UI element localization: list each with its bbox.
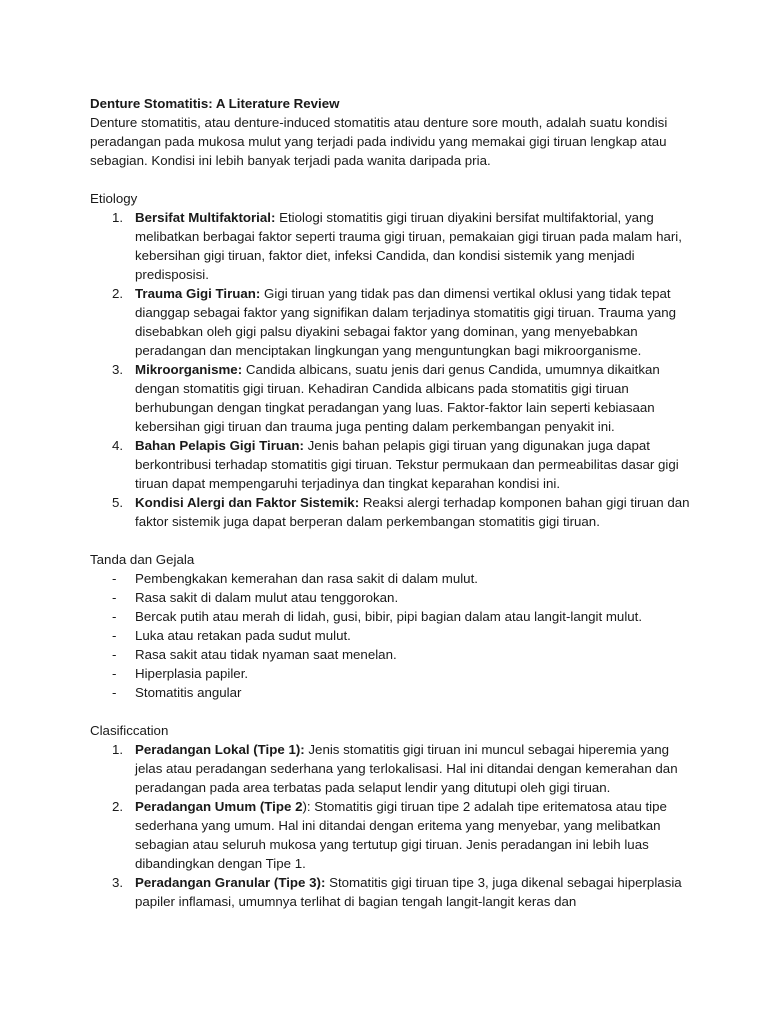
list-text: Gigi tiruan yang tidak pas dan dimensi vertikal oklusi yang tidak tepat dianggap sebagai faktor yang signifikan dalam terjadinya stomatitis gigi tiruan. Trauma yang disebabkan oleh gigi palsu diyakini sebagai faktor yang dominan, yang menyebabkan peradangan dan menciptakan lingkungan yang menguntungkan bagi mikroorganisme.: [135, 286, 677, 358]
list-text: Rasa sakit atau tidak nyaman saat menelan.: [135, 647, 397, 662]
list-item: [90, 493, 690, 531]
list-text: Luka atau retakan pada sudut mulut.: [135, 628, 351, 643]
document-title: Denture Stomatitis: A Literature Review: [90, 96, 340, 111]
list-number: 3.: [112, 875, 124, 890]
list-item: [90, 607, 690, 626]
list-text: Stomatitis angular: [135, 685, 242, 700]
intro-paragraph: Denture stomatitis, atau denture-induced stomatitis atau denture sore mouth, adalah suatu kondisi peradangan pada mukosa mulut yang terjadi pada individu yang memakai gigi tiruan lengkap atau sebagian. Kondisi ini lebih banyak terjadi pada wanita daripada pria.: [90, 115, 668, 168]
list-number: 1.: [112, 742, 124, 757]
list-text: Jenis bahan pelapis gigi tiruan yang digunakan juga dapat berkontribusi terhadap stomatitis gigi tiruan. Tekstur permukaan dan permeabilitas dasar gigi tiruan dapat mempengaruhi terjadinya dan tingkat keparahan kondisi ini.: [135, 438, 679, 491]
list-term: Kondisi Alergi dan Faktor Sistemik:: [135, 495, 360, 510]
etiology-list: [90, 208, 690, 531]
list-number: 1.: [112, 210, 124, 225]
list-term: Peradangan Lokal (Tipe 1):: [135, 742, 305, 757]
list-item: [90, 797, 690, 873]
list-dash: -: [112, 590, 117, 605]
list-text: Jenis stomatitis gigi tiruan ini muncul sebagai hiperemia yang jelas atau peradangan sederhana yang terlokalisasi. Hal ini ditandai dengan kemerahan dan peradangan pada area terbatas pada selaput lendir yang ditutupi oleh gigi tiruan.: [135, 742, 678, 795]
list-item: [90, 208, 690, 284]
list-item: [90, 569, 690, 588]
list-item: [90, 284, 690, 360]
list-item: [90, 740, 690, 797]
list-term: Peradangan Umum (Tipe 2: [135, 799, 303, 814]
list-item: [90, 360, 690, 436]
list-text: Bercak putih atau merah di lidah, gusi, bibir, pipi bagian dalam atau langit-langit mulut.: [135, 609, 643, 624]
classification-list: [90, 740, 690, 911]
list-text: Candida albicans, suatu jenis dari genus Candida, umumnya dikaitkan dengan stomatitis gigi tiruan. Kehadiran Candida albicans pada stomatitis gigi tiruan berhubungan dengan tingkat peradangan yang luas. Faktor-faktor lain seperti kebiasaan kebersihan gigi tiruan dan trauma juga penting dalam perkembangan penyakit ini.: [135, 362, 660, 434]
list-dash: -: [112, 571, 117, 586]
list-term: Mikroorganisme:: [135, 362, 243, 377]
list-number: 3.: [112, 362, 124, 377]
list-dash: -: [112, 647, 117, 662]
list-number: 2.: [112, 286, 124, 301]
list-term: Trauma Gigi Tiruan:: [135, 286, 261, 301]
list-text: Pembengkakan kemerahan dan rasa sakit di dalam mulut.: [135, 571, 478, 586]
list-text: Etiologi stomatitis gigi tiruan diyakini bersifat multifaktorial, yang melibatkan berbagai faktor seperti trauma gigi tiruan, pemakaian gigi tiruan pada malam hari, kebersihan gigi tiruan, faktor diet, infeksi Candida, dan kondisi sistemik yang menjadi predisposisi.: [135, 210, 682, 282]
list-term: Bersifat Multifaktorial:: [135, 210, 276, 225]
list-number: 2.: [112, 799, 124, 814]
list-item: [90, 436, 690, 493]
list-dash: -: [112, 609, 117, 624]
list-term: Bahan Pelapis Gigi Tiruan:: [135, 438, 304, 453]
classification-heading: Clasificcation: [90, 723, 169, 738]
list-text: ): Stomatitis gigi tiruan tipe 2 adalah tipe eritematosa atau tipe sederhana yang umum. Hal ini ditandai dengan eritema yang menyebar, yang melibatkan sebagian atau seluruh mukosa yang tertutup gigi tiruan. Jenis peradangan ini lebih luas dibandingkan dengan Tipe 1.: [135, 799, 667, 871]
list-dash: -: [112, 666, 117, 681]
list-dash: -: [112, 628, 117, 643]
list-item: [90, 683, 690, 702]
symptoms-list: [90, 569, 690, 702]
list-item: [90, 873, 690, 911]
list-item: [90, 645, 690, 664]
list-item: [90, 588, 690, 607]
list-text: Rasa sakit di dalam mulut atau tenggorokan.: [135, 590, 399, 605]
list-text: Hiperplasia papiler.: [135, 666, 249, 681]
list-text: Reaksi alergi terhadap komponen bahan gigi tiruan dan faktor sistemik juga dapat berperan dalam perkembangan stomatitis gigi tiruan.: [135, 495, 690, 529]
symptoms-heading: Tanda dan Gejala: [90, 552, 195, 567]
list-item: [90, 626, 690, 645]
list-term: Peradangan Granular (Tipe 3):: [135, 875, 326, 890]
list-text: Stomatitis gigi tiruan tipe 3, juga dikenal sebagai hiperplasia papiler inflamasi, umumnya terlihat di bagian tengah langit-langit keras dan: [135, 875, 682, 909]
list-number: 4.: [112, 438, 124, 453]
list-dash: -: [112, 685, 117, 700]
list-item: [90, 664, 690, 683]
etiology-heading: Etiology: [90, 191, 138, 206]
document-page: [90, 94, 690, 911]
list-number: 5.: [112, 495, 124, 510]
